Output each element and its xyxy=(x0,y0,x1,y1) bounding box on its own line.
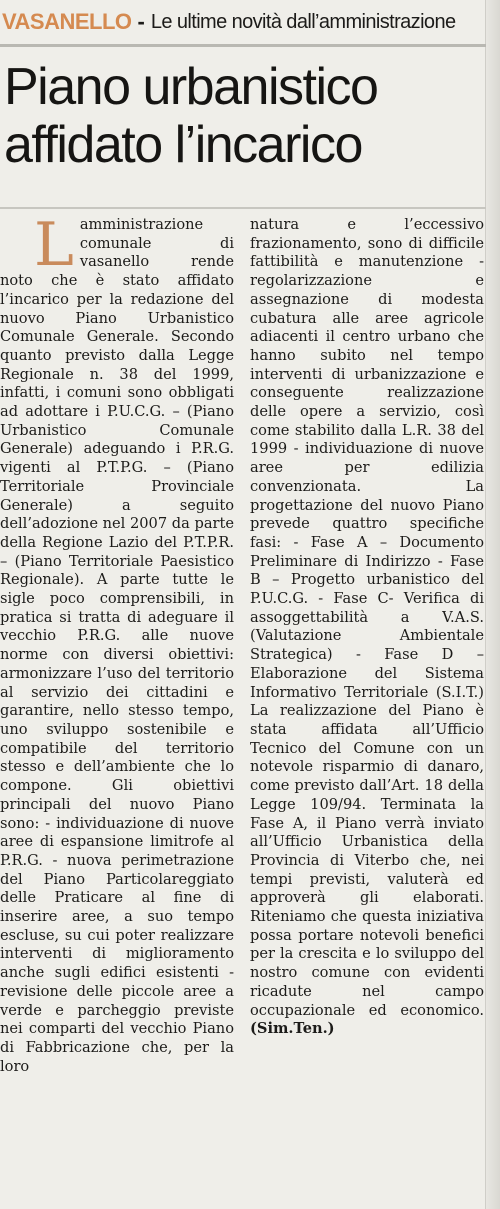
headline-divider xyxy=(0,207,486,209)
article-byline: (Sim.Ten.) xyxy=(250,1020,335,1038)
article-column-right xyxy=(250,216,484,1039)
drop-cap: L xyxy=(34,210,74,280)
kicker-tagline: Le ultime novità dall’amministrazione xyxy=(150,10,456,33)
section-kicker xyxy=(0,0,486,47)
article-headline xyxy=(4,58,484,174)
kicker-town-name: VASANELLO xyxy=(2,9,132,34)
article-column-left xyxy=(0,210,234,1076)
headline-line-1: Piano urbanistico xyxy=(4,58,378,116)
article-body-left xyxy=(0,210,234,1076)
article-body-right xyxy=(250,216,484,1039)
right-column-text: natura e l’eccessivo frazionamento, sono di difficile fattibilità e manutenzione - regolarizzazione e assegnazione di modesta cubatura alle aree agricole adiacenti il centro urbano che hanno subito nel tempo interventi di urbanizzazione e conseguente realizzazione delle opere a servizio, così come stabilito dalla L.R. 38 del 1999 - individuazione di nuove aree per edilizia convenzionata. La progettazione del nuovo Piano prevede quattro specifiche fasi: - Fase A – Documento Preliminare di Indirizzo - Fase B – Progetto urbanistico del P.U.C.G. - Fase C- Verifica di assoggettabilità a V.A.S. (Valutazione Ambientale Strategica) - Fase D – Elaborazione del Sistema Informativo Territoriale (S.I.T.) La realizzazione del Piano è stata affidata all’Ufficio Tecnico del Comune con un notevole risparmio di danaro, come previsto dall’Art. 18 della Legge 109/94. Terminata la Fase A, il Piano verrà inviato all’Ufficio Urbanistica della Provincia di Viterbo che, nei tempi previsti, valuterà ed approverà gli elaborati. Riteniamo che questa iniziativa possa portare notevoli benefici per la crescita e lo sviluppo del nostro comune con evidenti ricadute nel campo occupazionale ed economico. xyxy=(250,216,484,1019)
headline-line-2: affidato l’incarico xyxy=(4,116,362,174)
adjacent-page-edge xyxy=(485,0,500,1209)
left-column-text: amministrazione comunale di vasanello rende noto che è stato affidato l’incarico per la redazione del nuovo Piano Urbanistico Comunale Generale. Secondo quanto previsto dalla Legge Regionale n. 38 del 1999, infatti, i comuni sono obbligati ad adottare i P.U.C.G. – (Piano Urbanistico Comunale Generale) adeguando i P.R.G. vigenti al P.T.P.G. – (Piano Territoriale Provinciale Generale) a seguito dell’adozione nel 2007 da parte della Regione Lazio del P.T.P.R. – (Piano Territoriale Paesistico Regionale). A parte tutte le sigle poco comprensibili, in pratica si tratta di adeguare il vecchio P.R.G. alle nuove norme con diversi obiettivi: armonizzare l’uso del territorio al servizio dei cittadini e garantire, nello stesso tempo, uno sviluppo sostenibile e compatibile del territorio stesso e dell’ambiente che lo compone. Gli obiettivi principali del nuovo Piano sono: - individuazione di nuove aree di espansione limitrofe al P.R.G. - nuova perimetrazione del Piano Particolareggiato delle Praticare al fine di inserire aree, a suo tempo escluse, su cui poter realizzare interventi di miglioramento anche sugli edifici esistenti - revisione delle piccole aree a verde e parcheggio previste nei comparti del vecchio Piano di Fabbricazione che, per la loro xyxy=(0,216,234,1075)
kicker-separator: - xyxy=(137,9,145,34)
